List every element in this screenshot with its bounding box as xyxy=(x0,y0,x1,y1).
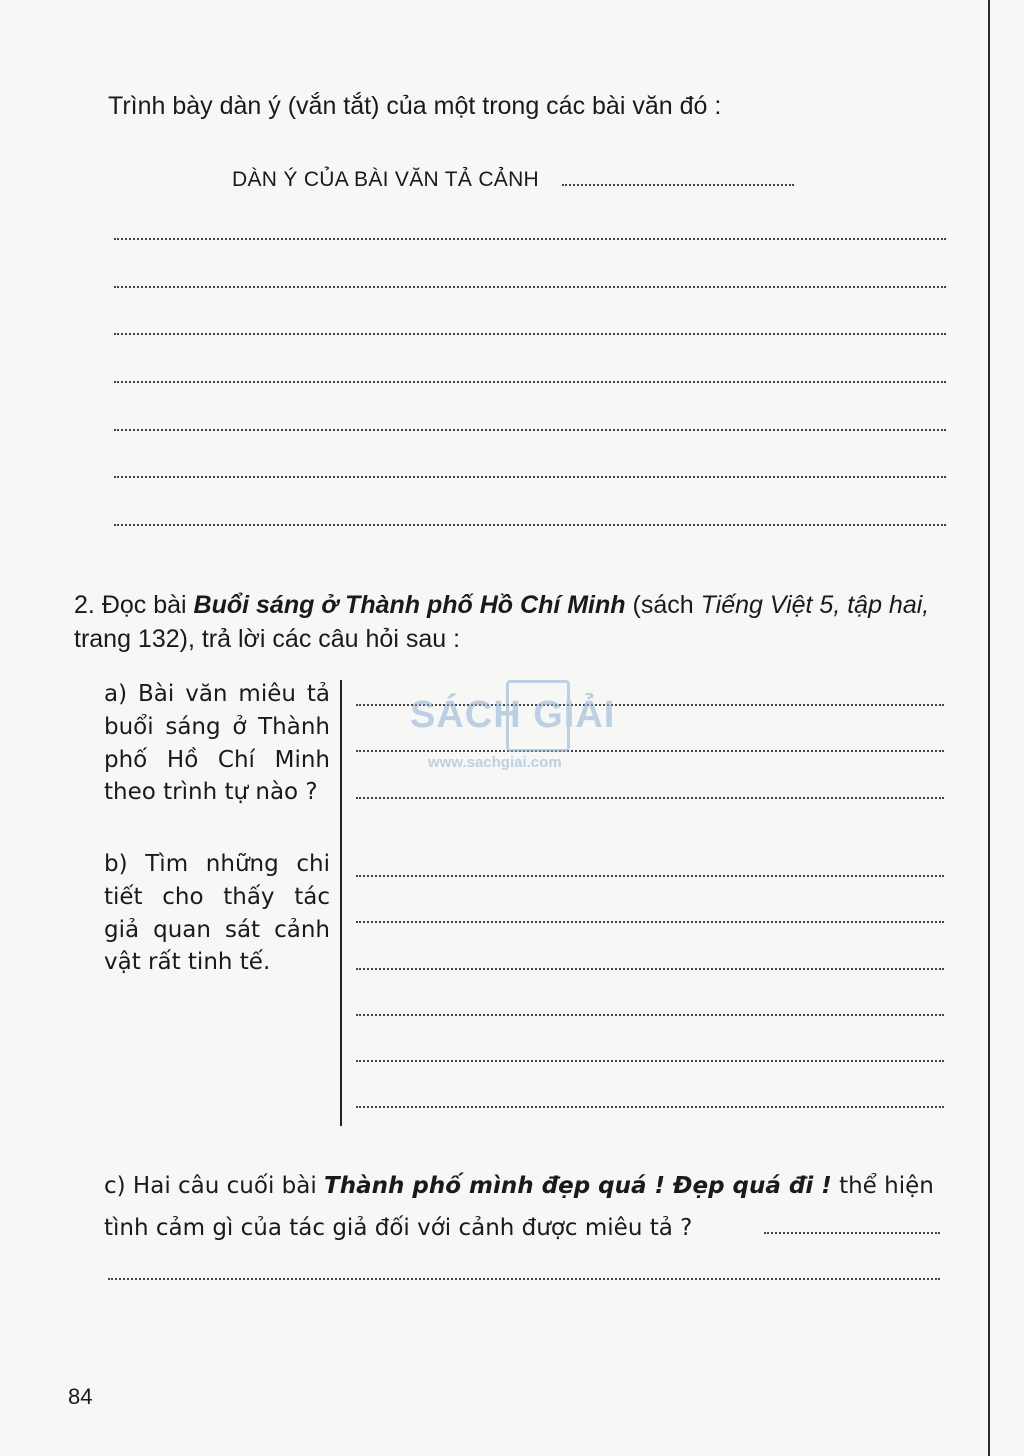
watermark-brand: SÁCH GIẢI xyxy=(410,694,616,736)
outline-line[interactable] xyxy=(114,333,946,335)
question-2 xyxy=(74,588,954,656)
q2-text-after: trang 132), trả lời các câu hỏi sau : xyxy=(74,625,461,653)
answer-c-line[interactable] xyxy=(764,1232,940,1234)
answer-c-line[interactable] xyxy=(108,1278,940,1280)
answer-b-line[interactable] xyxy=(356,968,944,970)
question-a xyxy=(104,678,330,809)
question-a-text: a) Bài văn miêu tả buổi sáng ở Thành phố Hồ Chí Minh theo trình tự nào ? xyxy=(104,681,330,806)
question-b-text: b) Tìm những chi tiết cho thấy tác giả quan sát cảnh vật rất tinh tế. xyxy=(104,851,330,976)
answer-b-line[interactable] xyxy=(356,1106,944,1108)
reading-title: Buổi sáng ở Thành phố Hồ Chí Minh xyxy=(193,591,626,619)
answer-a-line[interactable] xyxy=(356,797,944,799)
outline-line[interactable] xyxy=(114,524,946,526)
qc-text-before: c) Hai câu cuối bài xyxy=(104,1173,317,1199)
outline-line[interactable] xyxy=(114,429,946,431)
answer-b-line[interactable] xyxy=(356,875,944,877)
answer-b-line[interactable] xyxy=(356,921,944,923)
answer-b-line[interactable] xyxy=(356,1060,944,1062)
question-number: 2. xyxy=(74,591,95,619)
intro-instruction: Trình bày dàn ý (vắn tắt) của một trong các bài văn đó : xyxy=(108,92,722,120)
watermark xyxy=(410,680,620,770)
q2-text-before: Đọc bài xyxy=(101,591,187,619)
outline-line[interactable] xyxy=(114,381,946,383)
closing-quote: Thành phố mình đẹp quá ! Đẹp quá đi ! xyxy=(324,1173,832,1199)
question-c xyxy=(104,1165,954,1249)
answer-b-line[interactable] xyxy=(356,1014,944,1016)
outline-line[interactable] xyxy=(114,286,946,288)
page-edge xyxy=(988,0,990,1456)
outline-line[interactable] xyxy=(114,476,946,478)
qc-text-after: thể hiện tình cảm gì của tác giả đối với cảnh được miêu tả ? xyxy=(104,1173,934,1241)
q2-text-mid: (sách xyxy=(632,591,694,619)
column-divider xyxy=(340,680,342,1126)
outline-heading xyxy=(232,168,539,192)
book-title: Tiếng Việt 5, tập hai, xyxy=(700,591,930,619)
outline-title-blank[interactable] xyxy=(562,184,794,186)
outline-line[interactable] xyxy=(114,238,946,240)
outline-title: DÀN Ý CỦA BÀI VĂN TẢ CẢNH xyxy=(232,168,540,191)
page-number: 84 xyxy=(68,1384,93,1409)
question-b xyxy=(104,848,330,979)
watermark-url: www.sachgiai.com xyxy=(428,754,562,771)
